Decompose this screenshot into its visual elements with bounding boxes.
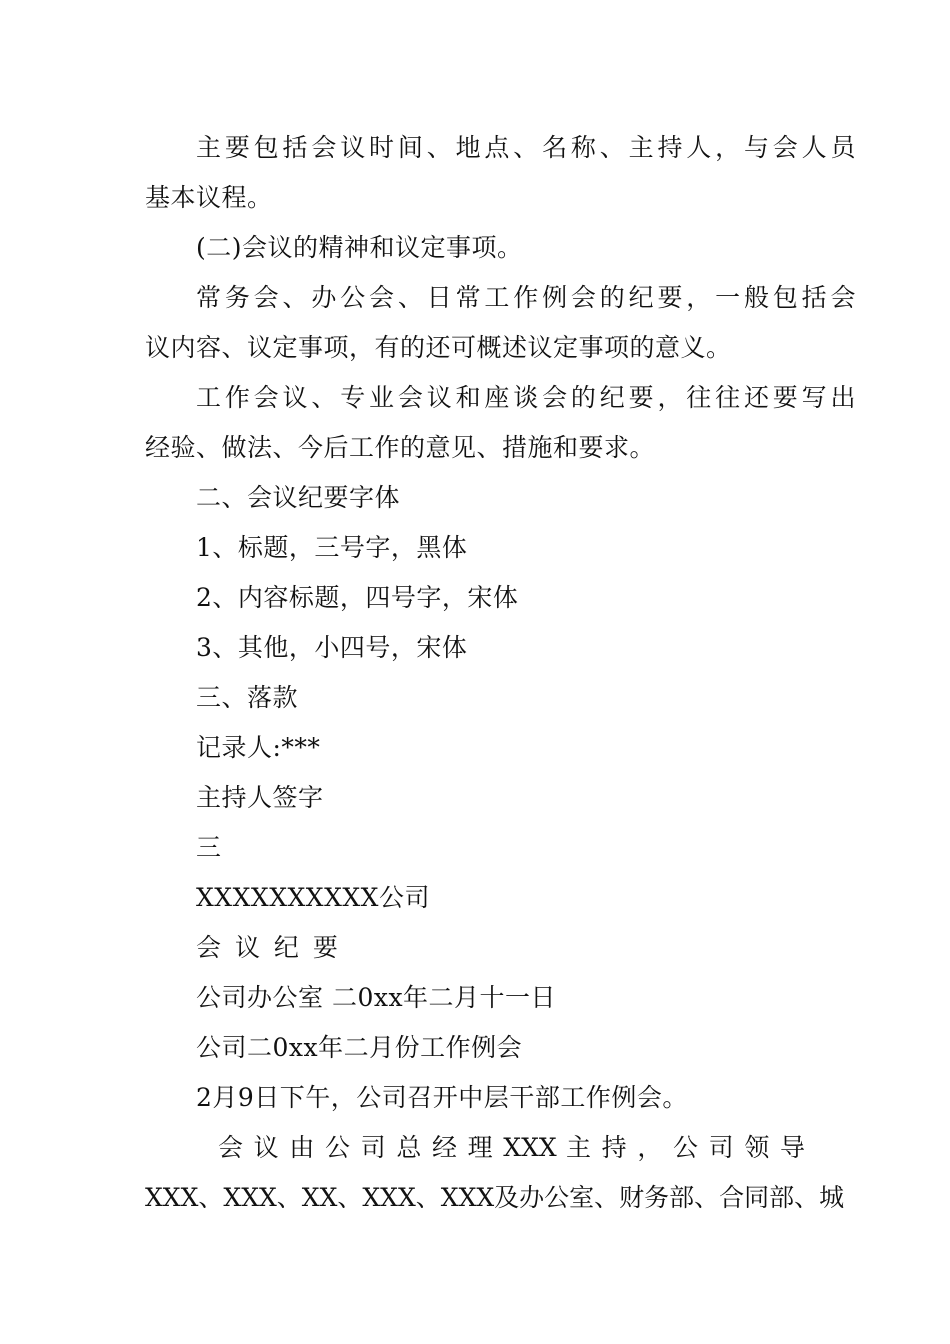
paragraph-line: 基本议程。 <box>145 183 273 212</box>
minutes-title: 会 议 纪 要 <box>196 933 341 962</box>
paragraph-line: 议内容、议定事项，有的还可概述议定事项的意义。 <box>145 333 732 362</box>
section-number: 三 <box>196 833 222 862</box>
meeting-name: 公司二0xx年二月份工作例会 <box>196 1033 523 1062</box>
company-name: XXXXXXXXXX公司 <box>196 883 430 912</box>
list-item: 1、标题，三号字，黑体 <box>196 533 468 562</box>
paragraph-line: 会 议 由 公 司 总 经 理 XXX 主 持 ， 公 司 领 导 <box>218 1133 805 1162</box>
paragraph-line: 经验、做法、今后工作的意见、措施和要求。 <box>145 433 656 462</box>
issuer-date-line: 公司办公室 二0xx年二月十一日 <box>196 983 557 1012</box>
host-signature-line: 主持人签字 <box>196 783 324 812</box>
list-item: 2、内容标题，四号字，宋体 <box>196 583 519 612</box>
section-heading: (二)会议的精神和议定事项。 <box>196 233 523 262</box>
section-heading: 三、落款 <box>196 683 299 712</box>
paragraph-line: 工作会议、专业会议和座谈会的纪要，往往还要写出 <box>196 383 856 412</box>
paragraph-line: 主要包括会议时间、地点、名称、主持人，与会人员 <box>196 133 856 162</box>
paragraph-line: 2月9日下午，公司召开中层干部工作例会。 <box>196 1083 688 1112</box>
paragraph-line: XXX、XXX、XX、XXX、XXX及办公室、财务部、合同部、城 <box>145 1183 845 1212</box>
list-item: 3、其他，小四号，宋体 <box>196 633 468 662</box>
paragraph-line: 常务会、办公会、日常工作例会的纪要，一般包括会 <box>196 283 856 312</box>
recorder-line: 记录人:*** <box>196 733 321 762</box>
section-heading: 二、会议纪要字体 <box>196 483 401 512</box>
